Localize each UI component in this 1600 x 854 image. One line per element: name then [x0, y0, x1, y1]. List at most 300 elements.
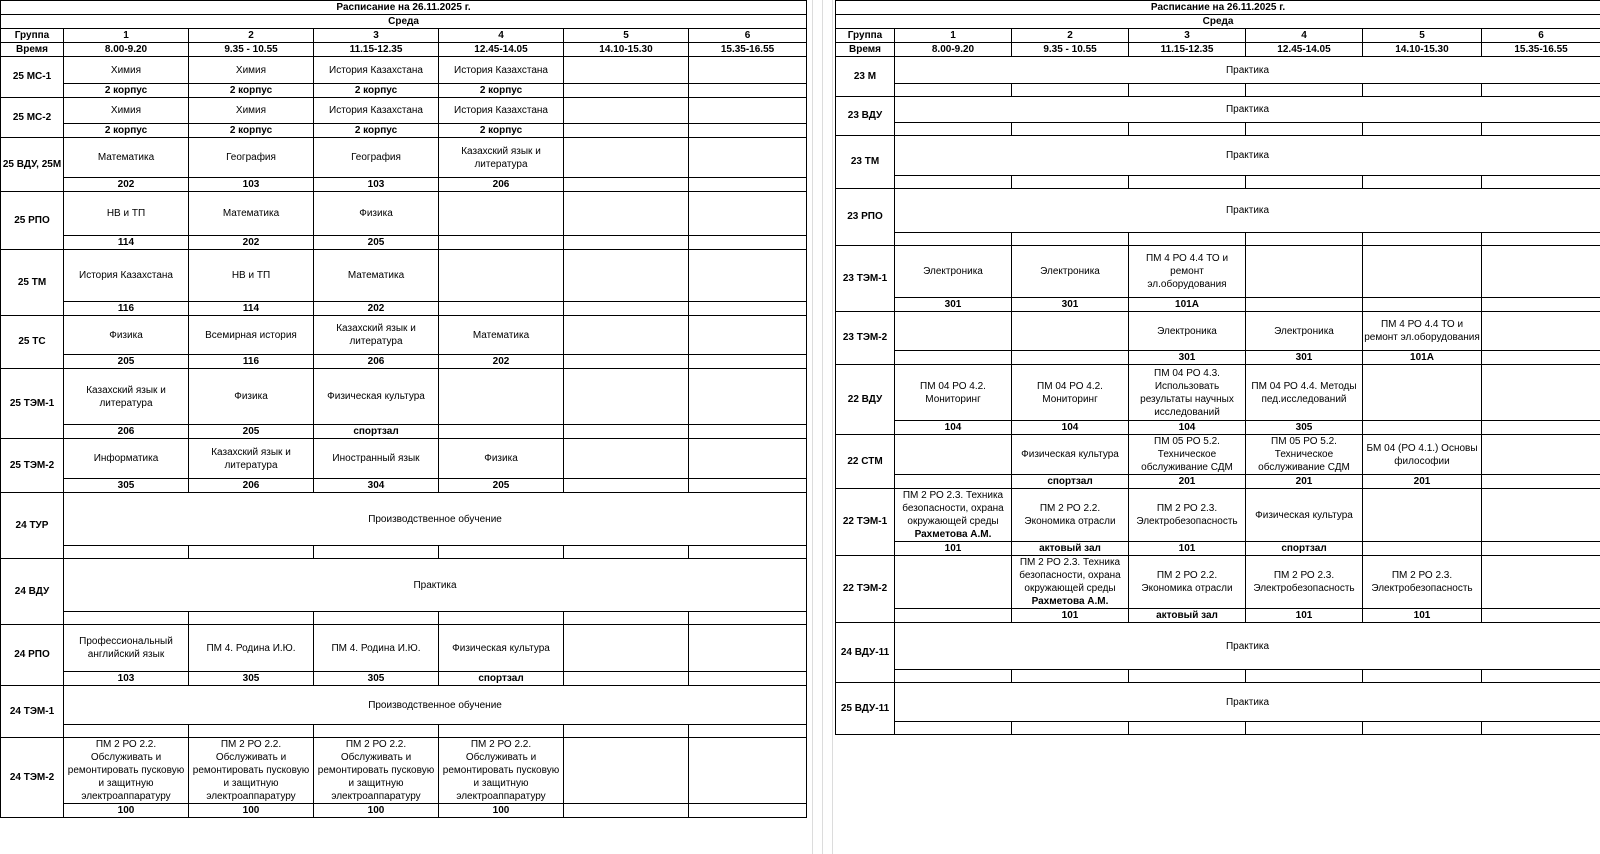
- lesson-cell[interactable]: [1246, 365, 1363, 421]
- period-time[interactable]: 9.35 - 10.55: [1012, 43, 1129, 57]
- group-cell[interactable]: 23 ТЭМ-1: [836, 246, 895, 312]
- group-cell[interactable]: 23 М: [836, 57, 895, 97]
- lesson-cell[interactable]: [64, 369, 189, 425]
- lesson-cell[interactable]: [689, 316, 807, 355]
- room-cell[interactable]: [689, 236, 807, 250]
- room-cell[interactable]: [1012, 233, 1129, 246]
- room-cell[interactable]: 301: [895, 298, 1012, 312]
- room-cell[interactable]: [1129, 84, 1246, 97]
- lesson-cell[interactable]: [64, 138, 189, 178]
- period-number[interactable]: 3: [314, 29, 439, 43]
- lesson-cell[interactable]: [439, 439, 564, 479]
- room-cell[interactable]: 201: [1246, 475, 1363, 489]
- room-cell[interactable]: [564, 84, 689, 98]
- room-cell[interactable]: 305: [189, 672, 314, 686]
- period-time[interactable]: 14.10-15.30: [1363, 43, 1482, 57]
- room-cell[interactable]: 101: [1012, 609, 1129, 623]
- room-cell[interactable]: [895, 351, 1012, 365]
- room-cell[interactable]: [1482, 298, 1600, 312]
- room-cell[interactable]: 2 корпус: [439, 84, 564, 98]
- lesson-cell[interactable]: [1246, 489, 1363, 542]
- room-cell[interactable]: 202: [314, 302, 439, 316]
- room-cell[interactable]: [895, 233, 1012, 246]
- period-time[interactable]: 15.35-16.55: [689, 43, 807, 57]
- lesson-cell[interactable]: [439, 738, 564, 804]
- room-cell[interactable]: 301: [1246, 351, 1363, 365]
- room-cell[interactable]: [1012, 722, 1129, 735]
- lesson-cell[interactable]: [564, 250, 689, 302]
- room-cell[interactable]: [564, 612, 689, 625]
- room-cell[interactable]: 104: [1012, 421, 1129, 435]
- room-cell[interactable]: [689, 355, 807, 369]
- lesson-cell[interactable]: [1246, 556, 1363, 609]
- group-cell[interactable]: 25 РПО: [1, 192, 64, 250]
- room-cell[interactable]: [1482, 722, 1600, 735]
- room-cell[interactable]: 206: [314, 355, 439, 369]
- room-cell[interactable]: [1363, 421, 1482, 435]
- room-cell[interactable]: 206: [64, 425, 189, 439]
- room-cell[interactable]: [189, 546, 314, 559]
- room-cell[interactable]: [189, 612, 314, 625]
- room-cell[interactable]: [689, 302, 807, 316]
- lesson-cell[interactable]: [64, 57, 189, 84]
- group-cell[interactable]: 22 ВДУ: [836, 365, 895, 435]
- period-number[interactable]: 5: [564, 29, 689, 43]
- room-cell[interactable]: [1246, 176, 1363, 189]
- room-cell[interactable]: 305: [1246, 421, 1363, 435]
- room-cell[interactable]: [689, 612, 807, 625]
- lesson-cell[interactable]: [1012, 489, 1129, 542]
- lesson-cell[interactable]: [314, 250, 439, 302]
- room-cell[interactable]: 206: [189, 479, 314, 493]
- time-header[interactable]: Время: [836, 43, 895, 57]
- group-header[interactable]: Группа: [1, 29, 64, 43]
- room-cell[interactable]: 2 корпус: [189, 124, 314, 138]
- lesson-cell[interactable]: [314, 439, 439, 479]
- room-cell[interactable]: [1363, 298, 1482, 312]
- room-cell[interactable]: 205: [64, 355, 189, 369]
- room-cell[interactable]: [64, 546, 189, 559]
- lesson-cell[interactable]: [689, 250, 807, 302]
- room-cell[interactable]: [1246, 722, 1363, 735]
- lesson-cell[interactable]: [1482, 246, 1600, 298]
- room-cell[interactable]: [564, 124, 689, 138]
- group-cell[interactable]: 25 ТМ: [1, 250, 64, 316]
- lesson-cell[interactable]: [1363, 489, 1482, 542]
- room-cell[interactable]: [564, 725, 689, 738]
- schedule-day[interactable]: Среда: [1, 15, 807, 29]
- room-cell[interactable]: 304: [314, 479, 439, 493]
- lesson-cell[interactable]: [189, 98, 314, 124]
- period-number[interactable]: 2: [1012, 29, 1129, 43]
- group-cell[interactable]: 25 МС-1: [1, 57, 64, 98]
- room-cell[interactable]: [1363, 84, 1482, 97]
- lesson-cell[interactable]: [1482, 365, 1600, 421]
- group-cell[interactable]: 25 МС-2: [1, 98, 64, 138]
- lesson-cell[interactable]: [1012, 365, 1129, 421]
- lesson-cell[interactable]: [189, 250, 314, 302]
- room-cell[interactable]: [689, 425, 807, 439]
- lesson-cell[interactable]: [895, 435, 1012, 475]
- lesson-cell[interactable]: [1363, 435, 1482, 475]
- room-cell[interactable]: 205: [314, 236, 439, 250]
- lesson-cell[interactable]: [895, 312, 1012, 351]
- period-time[interactable]: 12.45-14.05: [439, 43, 564, 57]
- room-cell[interactable]: [564, 479, 689, 493]
- room-cell[interactable]: [1363, 722, 1482, 735]
- lesson-cell[interactable]: [314, 316, 439, 355]
- lesson-cell[interactable]: [689, 625, 807, 672]
- lesson-cell[interactable]: [1482, 489, 1600, 542]
- room-cell[interactable]: [64, 725, 189, 738]
- period-time[interactable]: 12.45-14.05: [1246, 43, 1363, 57]
- group-cell[interactable]: 23 РПО: [836, 189, 895, 246]
- room-cell[interactable]: 205: [189, 425, 314, 439]
- group-cell[interactable]: 22 ТЭМ-2: [836, 556, 895, 623]
- lesson-cell[interactable]: [314, 98, 439, 124]
- room-cell[interactable]: 104: [895, 421, 1012, 435]
- room-cell[interactable]: 103: [64, 672, 189, 686]
- period-time[interactable]: 14.10-15.30: [564, 43, 689, 57]
- lesson-cell[interactable]: [64, 250, 189, 302]
- room-cell[interactable]: [564, 355, 689, 369]
- lesson-cell[interactable]: [564, 57, 689, 84]
- room-cell[interactable]: 100: [439, 804, 564, 818]
- room-cell[interactable]: актовый зал: [1012, 542, 1129, 556]
- period-number[interactable]: 2: [189, 29, 314, 43]
- group-cell[interactable]: 24 РПО: [1, 625, 64, 686]
- lesson-cell[interactable]: [895, 246, 1012, 298]
- lesson-cell[interactable]: [564, 98, 689, 124]
- room-cell[interactable]: [689, 84, 807, 98]
- room-cell[interactable]: [314, 725, 439, 738]
- room-cell[interactable]: 114: [189, 302, 314, 316]
- lesson-cell[interactable]: [1482, 312, 1600, 351]
- period-time[interactable]: 15.35-16.55: [1482, 43, 1600, 57]
- room-cell[interactable]: [439, 725, 564, 738]
- period-number[interactable]: 4: [439, 29, 564, 43]
- room-cell[interactable]: 2 корпус: [64, 84, 189, 98]
- room-cell[interactable]: [895, 475, 1012, 489]
- lesson-cell[interactable]: [439, 316, 564, 355]
- lesson-cell[interactable]: [1012, 556, 1129, 609]
- group-cell[interactable]: 24 ТУР: [1, 493, 64, 559]
- merged-lesson-cell[interactable]: Практика: [895, 683, 1600, 722]
- room-cell[interactable]: [1482, 421, 1600, 435]
- period-time[interactable]: 11.15-12.35: [314, 43, 439, 57]
- room-cell[interactable]: спортзал: [1246, 542, 1363, 556]
- lesson-cell[interactable]: [689, 98, 807, 124]
- group-cell[interactable]: 25 ТС: [1, 316, 64, 369]
- lesson-cell[interactable]: [895, 489, 1012, 542]
- lesson-cell[interactable]: [689, 138, 807, 178]
- room-cell[interactable]: 101: [1246, 609, 1363, 623]
- room-cell[interactable]: 205: [439, 479, 564, 493]
- room-cell[interactable]: [895, 722, 1012, 735]
- room-cell[interactable]: [189, 725, 314, 738]
- period-number[interactable]: 6: [1482, 29, 1600, 43]
- group-cell[interactable]: 25 ТЭМ-1: [1, 369, 64, 439]
- lesson-cell[interactable]: [314, 625, 439, 672]
- merged-lesson-cell[interactable]: Практика: [895, 57, 1600, 84]
- room-cell[interactable]: 100: [189, 804, 314, 818]
- merged-lesson-cell[interactable]: Практика: [64, 559, 807, 612]
- room-cell[interactable]: [689, 804, 807, 818]
- lesson-cell[interactable]: [1012, 435, 1129, 475]
- lesson-cell[interactable]: [189, 57, 314, 84]
- group-cell[interactable]: 24 ТЭМ-1: [1, 686, 64, 738]
- room-cell[interactable]: 2 корпус: [64, 124, 189, 138]
- room-cell[interactable]: [895, 609, 1012, 623]
- lesson-cell[interactable]: [1363, 312, 1482, 351]
- schedule-day[interactable]: Среда: [836, 15, 1600, 29]
- group-cell[interactable]: 25 ТЭМ-2: [1, 439, 64, 493]
- room-cell[interactable]: [1482, 475, 1600, 489]
- room-cell[interactable]: [1246, 670, 1363, 683]
- room-cell[interactable]: [439, 612, 564, 625]
- room-cell[interactable]: [1482, 609, 1600, 623]
- lesson-cell[interactable]: [1482, 435, 1600, 475]
- room-cell[interactable]: [1129, 233, 1246, 246]
- lesson-cell[interactable]: [439, 57, 564, 84]
- lesson-cell[interactable]: [1012, 246, 1129, 298]
- lesson-cell[interactable]: [314, 369, 439, 425]
- lesson-cell[interactable]: [64, 439, 189, 479]
- group-cell[interactable]: 24 ВДУ: [1, 559, 64, 625]
- room-cell[interactable]: [564, 178, 689, 192]
- group-cell[interactable]: 23 ВДУ: [836, 97, 895, 136]
- period-number[interactable]: 6: [689, 29, 807, 43]
- room-cell[interactable]: 114: [64, 236, 189, 250]
- room-cell[interactable]: [64, 612, 189, 625]
- room-cell[interactable]: [1246, 298, 1363, 312]
- room-cell[interactable]: 104: [1129, 421, 1246, 435]
- lesson-cell[interactable]: [564, 138, 689, 178]
- room-cell[interactable]: 101: [1363, 609, 1482, 623]
- room-cell[interactable]: [1482, 233, 1600, 246]
- room-cell[interactable]: 301: [1129, 351, 1246, 365]
- lesson-cell[interactable]: [189, 192, 314, 236]
- schedule-title[interactable]: Расписание на 26.11.2025 г.: [836, 1, 1600, 15]
- period-number[interactable]: 3: [1129, 29, 1246, 43]
- room-cell[interactable]: [689, 124, 807, 138]
- lesson-cell[interactable]: [1129, 435, 1246, 475]
- room-cell[interactable]: 103: [314, 178, 439, 192]
- lesson-cell[interactable]: [189, 625, 314, 672]
- period-time[interactable]: 11.15-12.35: [1129, 43, 1246, 57]
- room-cell[interactable]: [439, 302, 564, 316]
- room-cell[interactable]: [895, 123, 1012, 136]
- merged-lesson-cell[interactable]: Производственное обучение: [64, 493, 807, 546]
- lesson-cell[interactable]: [314, 138, 439, 178]
- room-cell[interactable]: 201: [1129, 475, 1246, 489]
- room-cell[interactable]: [564, 546, 689, 559]
- lesson-cell[interactable]: [1363, 246, 1482, 298]
- group-cell[interactable]: 24 ВДУ-11: [836, 623, 895, 683]
- lesson-cell[interactable]: [1129, 489, 1246, 542]
- room-cell[interactable]: [895, 670, 1012, 683]
- merged-lesson-cell[interactable]: Практика: [895, 97, 1600, 123]
- lesson-cell[interactable]: [64, 192, 189, 236]
- time-header[interactable]: Время: [1, 43, 64, 57]
- room-cell[interactable]: [1482, 351, 1600, 365]
- room-cell[interactable]: [1482, 542, 1600, 556]
- group-cell[interactable]: 23 ТМ: [836, 136, 895, 189]
- group-cell[interactable]: 23 ТЭМ-2: [836, 312, 895, 365]
- group-cell[interactable]: 25 ВДУ-11: [836, 683, 895, 735]
- room-cell[interactable]: [1482, 176, 1600, 189]
- period-time[interactable]: 8.00-9.20: [64, 43, 189, 57]
- room-cell[interactable]: [895, 84, 1012, 97]
- room-cell[interactable]: [689, 178, 807, 192]
- room-cell[interactable]: [1129, 176, 1246, 189]
- lesson-cell[interactable]: [564, 192, 689, 236]
- room-cell[interactable]: [1363, 123, 1482, 136]
- merged-lesson-cell[interactable]: Практика: [895, 623, 1600, 670]
- room-cell[interactable]: 2 корпус: [189, 84, 314, 98]
- period-number[interactable]: 1: [64, 29, 189, 43]
- lesson-cell[interactable]: [564, 369, 689, 425]
- lesson-cell[interactable]: [1363, 556, 1482, 609]
- lesson-cell[interactable]: [1129, 246, 1246, 298]
- lesson-cell[interactable]: [314, 192, 439, 236]
- room-cell[interactable]: 103: [189, 178, 314, 192]
- group-cell[interactable]: 25 ВДУ, 25М: [1, 138, 64, 192]
- lesson-cell[interactable]: [564, 316, 689, 355]
- lesson-cell[interactable]: [1129, 556, 1246, 609]
- room-cell[interactable]: [1012, 351, 1129, 365]
- room-cell[interactable]: 101А: [1129, 298, 1246, 312]
- lesson-cell[interactable]: [564, 439, 689, 479]
- merged-lesson-cell[interactable]: Практика: [895, 136, 1600, 176]
- room-cell[interactable]: 2 корпус: [314, 124, 439, 138]
- room-cell[interactable]: [1012, 123, 1129, 136]
- room-cell[interactable]: [1129, 722, 1246, 735]
- room-cell[interactable]: [1482, 670, 1600, 683]
- room-cell[interactable]: [1246, 123, 1363, 136]
- room-cell[interactable]: 2 корпус: [314, 84, 439, 98]
- room-cell[interactable]: 100: [314, 804, 439, 818]
- lesson-cell[interactable]: [689, 57, 807, 84]
- lesson-cell[interactable]: [1246, 246, 1363, 298]
- period-number[interactable]: 1: [895, 29, 1012, 43]
- room-cell[interactable]: [1129, 123, 1246, 136]
- room-cell[interactable]: спортзал: [1012, 475, 1129, 489]
- room-cell[interactable]: [689, 725, 807, 738]
- room-cell[interactable]: 100: [64, 804, 189, 818]
- lesson-cell[interactable]: [564, 625, 689, 672]
- room-cell[interactable]: 305: [314, 672, 439, 686]
- room-cell[interactable]: [1012, 176, 1129, 189]
- merged-lesson-cell[interactable]: Производственное обучение: [64, 686, 807, 725]
- group-cell[interactable]: 22 СТМ: [836, 435, 895, 489]
- room-cell[interactable]: [564, 302, 689, 316]
- group-cell[interactable]: 22 ТЭМ-1: [836, 489, 895, 556]
- room-cell[interactable]: спортзал: [314, 425, 439, 439]
- room-cell[interactable]: [439, 236, 564, 250]
- room-cell[interactable]: 201: [1363, 475, 1482, 489]
- lesson-cell[interactable]: [64, 98, 189, 124]
- room-cell[interactable]: [1012, 84, 1129, 97]
- room-cell[interactable]: [1363, 670, 1482, 683]
- period-number[interactable]: 5: [1363, 29, 1482, 43]
- lesson-cell[interactable]: [189, 439, 314, 479]
- room-cell[interactable]: 202: [64, 178, 189, 192]
- lesson-cell[interactable]: [189, 369, 314, 425]
- lesson-cell[interactable]: [64, 625, 189, 672]
- room-cell[interactable]: [689, 672, 807, 686]
- group-cell[interactable]: 24 ТЭМ-2: [1, 738, 64, 818]
- room-cell[interactable]: 206: [439, 178, 564, 192]
- lesson-cell[interactable]: [1129, 365, 1246, 421]
- room-cell[interactable]: 116: [189, 355, 314, 369]
- lesson-cell[interactable]: [689, 738, 807, 804]
- room-cell[interactable]: 101А: [1363, 351, 1482, 365]
- room-cell[interactable]: [564, 804, 689, 818]
- room-cell[interactable]: [314, 546, 439, 559]
- lesson-cell[interactable]: [64, 316, 189, 355]
- room-cell[interactable]: [1246, 84, 1363, 97]
- room-cell[interactable]: 2 корпус: [439, 124, 564, 138]
- lesson-cell[interactable]: [189, 316, 314, 355]
- room-cell[interactable]: [439, 546, 564, 559]
- lesson-cell[interactable]: [189, 138, 314, 178]
- schedule-title[interactable]: Расписание на 26.11.2025 г.: [1, 1, 807, 15]
- lesson-cell[interactable]: [1246, 312, 1363, 351]
- room-cell[interactable]: [1363, 176, 1482, 189]
- room-cell[interactable]: [1246, 233, 1363, 246]
- lesson-cell[interactable]: [439, 192, 564, 236]
- room-cell[interactable]: [439, 425, 564, 439]
- room-cell[interactable]: [1129, 670, 1246, 683]
- lesson-cell[interactable]: [895, 365, 1012, 421]
- lesson-cell[interactable]: [1246, 435, 1363, 475]
- room-cell[interactable]: 202: [189, 236, 314, 250]
- room-cell[interactable]: [314, 612, 439, 625]
- room-cell[interactable]: [1482, 123, 1600, 136]
- period-time[interactable]: 9.35 - 10.55: [189, 43, 314, 57]
- lesson-cell[interactable]: [439, 98, 564, 124]
- room-cell[interactable]: 301: [1012, 298, 1129, 312]
- room-cell[interactable]: актовый зал: [1129, 609, 1246, 623]
- room-cell[interactable]: 101: [1129, 542, 1246, 556]
- lesson-cell[interactable]: [1363, 365, 1482, 421]
- lesson-cell[interactable]: [1129, 312, 1246, 351]
- lesson-cell[interactable]: [1012, 312, 1129, 351]
- room-cell[interactable]: [1012, 670, 1129, 683]
- room-cell[interactable]: [1482, 84, 1600, 97]
- room-cell[interactable]: [895, 176, 1012, 189]
- room-cell[interactable]: 101: [895, 542, 1012, 556]
- lesson-cell[interactable]: [439, 138, 564, 178]
- lesson-cell[interactable]: [439, 250, 564, 302]
- merged-lesson-cell[interactable]: Практика: [895, 189, 1600, 233]
- room-cell[interactable]: 202: [439, 355, 564, 369]
- room-cell[interactable]: [1363, 233, 1482, 246]
- lesson-cell[interactable]: [689, 439, 807, 479]
- room-cell[interactable]: [564, 425, 689, 439]
- period-number[interactable]: 4: [1246, 29, 1363, 43]
- group-header[interactable]: Группа: [836, 29, 895, 43]
- lesson-cell[interactable]: [439, 369, 564, 425]
- room-cell[interactable]: [689, 479, 807, 493]
- room-cell[interactable]: [1363, 542, 1482, 556]
- lesson-cell[interactable]: [895, 556, 1012, 609]
- lesson-cell[interactable]: [689, 192, 807, 236]
- lesson-cell[interactable]: [314, 57, 439, 84]
- room-cell[interactable]: спортзал: [439, 672, 564, 686]
- lesson-cell[interactable]: [1482, 556, 1600, 609]
